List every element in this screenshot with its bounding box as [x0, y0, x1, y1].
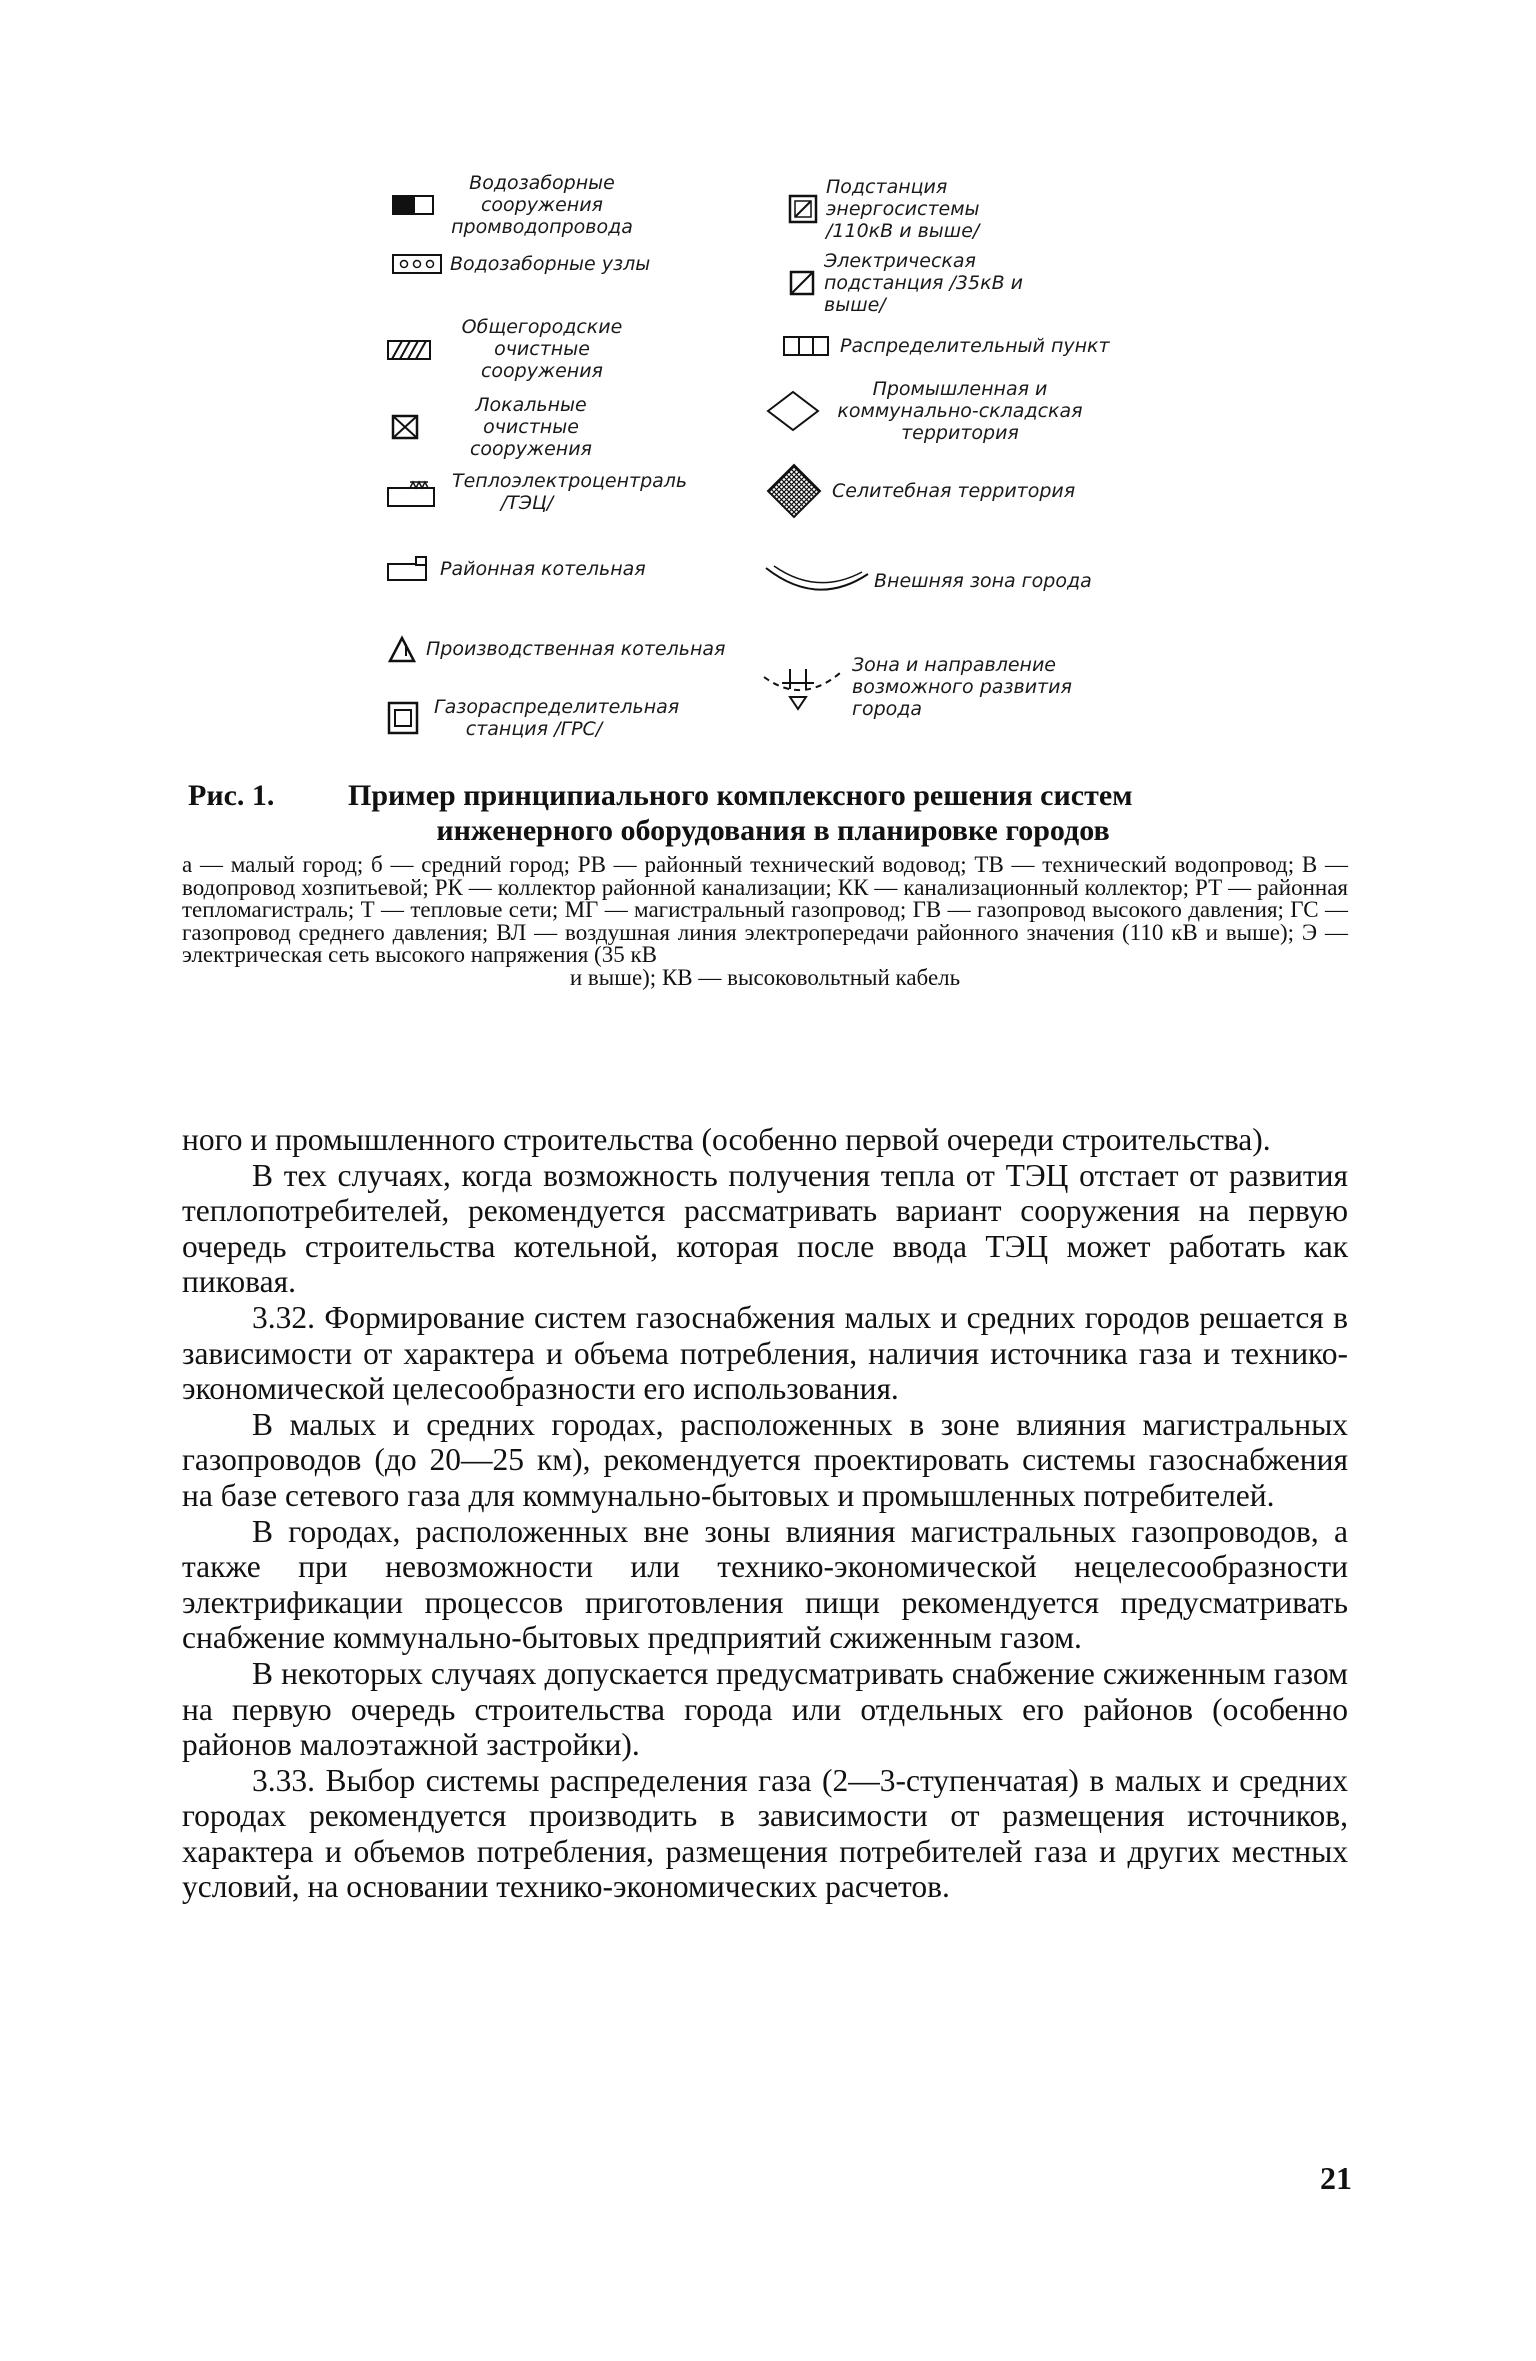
- legend-label: Общегородские очистные сооружения: [461, 316, 623, 382]
- legend-label: Промышленная и коммунально-складская территория: [837, 378, 1083, 444]
- body-text: [182, 1122, 1348, 1905]
- paragraph: В тех случаях, когда возможность получения тепла от ТЭЦ отстает от развития теплопотребителей, рекомендуется рассматривать вариант сооружения на первую очередь строительства котельной, которая после ввода ТЭЦ может работать как пиковая.: [182, 1157, 1348, 1300]
- legend-label: Производственная котельная: [426, 638, 726, 660]
- development-direction-icon: [760, 659, 844, 715]
- legend-item-gas-station: [386, 696, 680, 740]
- legend-item-substation: [788, 176, 1016, 242]
- water-intake-icon: [392, 192, 434, 218]
- water-nodes-icon: [392, 252, 442, 276]
- legend-item-distribution-point: [782, 334, 1110, 358]
- legend-label: Газораспределительная станция /ГРС/: [434, 696, 680, 740]
- legend-item-treatment-plant: [386, 316, 642, 382]
- district-boiler-icon: [384, 554, 432, 584]
- legend-label: Локальные очистные сооружения: [469, 394, 592, 460]
- legend-item-water-nodes: [392, 252, 650, 276]
- legend-item-water-intake: [392, 172, 642, 238]
- legend-label: Распределительный пункт: [840, 335, 1110, 357]
- caption-notes-text: а — малый город; б — средний город; РВ — районный технический водовод; ТВ — технический водопровод; В — водопровод хозпитьевой; РК — коллектор районной канализации; КК — канализационный коллектор; РТ — районная тепломагистраль; Т — тепловые сети; МГ — магистральный газопровод; ГВ — газопровод высокого давления; ГС — газопровод среднего давления; ВЛ — воздушная линия электропередачи районного значения (110 кВ и выше); Э — электрическая сеть высокого напряжения (35 кВ: [182, 852, 1348, 967]
- legend-item-industrial-zone: [764, 378, 1090, 444]
- city-outer-zone-icon: [762, 560, 872, 602]
- local-treatment-icon: [390, 412, 422, 442]
- legend-item-electric-substation: [788, 250, 1034, 316]
- distribution-point-icon: [782, 334, 832, 358]
- caption-title-line2: инженерного оборудования в планировке городов: [436, 814, 1110, 847]
- residential-area-icon: [764, 462, 824, 520]
- caption-title-line1: Пример принципиального комплексного решения систем: [348, 779, 1133, 812]
- substation-icon: [788, 193, 818, 225]
- legend-item-chp: [384, 470, 688, 514]
- caption-notes-last: и выше); КВ — высоковольтный кабель: [569, 964, 961, 990]
- legend-label: Внешняя зона города: [874, 570, 1092, 592]
- legend-label: Селитебная территория: [832, 480, 1076, 502]
- paragraph: 3.32. Формирование систем газоснабжения малых и средних городов решается в зависимости от характера и объема потребления, наличия источника газа и технико-экономической целесообразности его использования.: [182, 1299, 1348, 1407]
- treatment-plant-icon: [386, 335, 434, 363]
- paragraph: 3.33. Выбор системы распределения газа (2—3-ступенчатая) в малых и средних городах рекомендуется производить в зависимости от размещения источников, характера и объемов потребления, размещения потребителей газа и других местных условий, на основании технико-экономических расчетов.: [182, 1762, 1348, 1905]
- legend-label: Районная котельная: [440, 558, 646, 580]
- figure-label: Рис. 1.: [188, 779, 275, 812]
- paragraph: ного и промышленного строительства (особенно первой очереди строительства).: [182, 1122, 1271, 1157]
- figure-caption-notes: [182, 854, 1348, 989]
- figure-legend: [0, 0, 1536, 780]
- legend-item-residential-area: [764, 462, 1075, 520]
- legend-label: Водозаборные узлы: [450, 253, 651, 275]
- legend-item-development-direction: [760, 654, 1082, 720]
- paragraph: В некоторых случаях допускается предусматривать снабжение сжиженным газом на первую очередь строительства города или отдельных его районов (особенно районов малоэтажной застройки).: [182, 1655, 1348, 1763]
- paragraph: В малых и средних городах, расположенных в зоне влияния магистральных газопроводов (до 20—25 км), рекомендуется проектировать системы газоснабжения на базе сетевого газа для коммунально-бытовых и промышленных потребителей.: [182, 1406, 1348, 1513]
- legend-item-local-treatment: [390, 394, 626, 460]
- chp-plant-icon: [384, 474, 440, 510]
- legend-label: Водозаборные сооружения промводопровода: [451, 172, 633, 238]
- legend-label: Электрическая подстанция /35кВ и выше/: [824, 250, 1023, 316]
- legend-label: Зона и направление возможного развития города: [852, 654, 1072, 720]
- legend-item-outer-zone: [762, 560, 1092, 602]
- legend-item-district-boiler: [384, 554, 646, 584]
- gas-station-icon: [386, 700, 420, 736]
- electric-substation-icon: [788, 268, 816, 298]
- paragraph: В городах, расположенных вне зоны влияния магистральных газопроводов, а также при невозможности или технико-экономической нецелесообразности электрификации процессов приготовления пищи рекомендуется предусматривать снабжение коммунально-бытовых предприятий сжиженным газом.: [182, 1513, 1348, 1656]
- page-number: 21: [1320, 2160, 1352, 2196]
- figure-caption-title: [188, 778, 1358, 848]
- industrial-boiler-icon: [386, 634, 418, 664]
- legend-label: Подстанция энергосистемы /110кВ и выше/: [826, 176, 980, 242]
- industrial-zone-icon: [764, 387, 822, 435]
- legend-item-industrial-boiler: [386, 634, 725, 664]
- legend-label: Теплоэлектроцентраль /ТЭЦ/: [452, 470, 688, 514]
